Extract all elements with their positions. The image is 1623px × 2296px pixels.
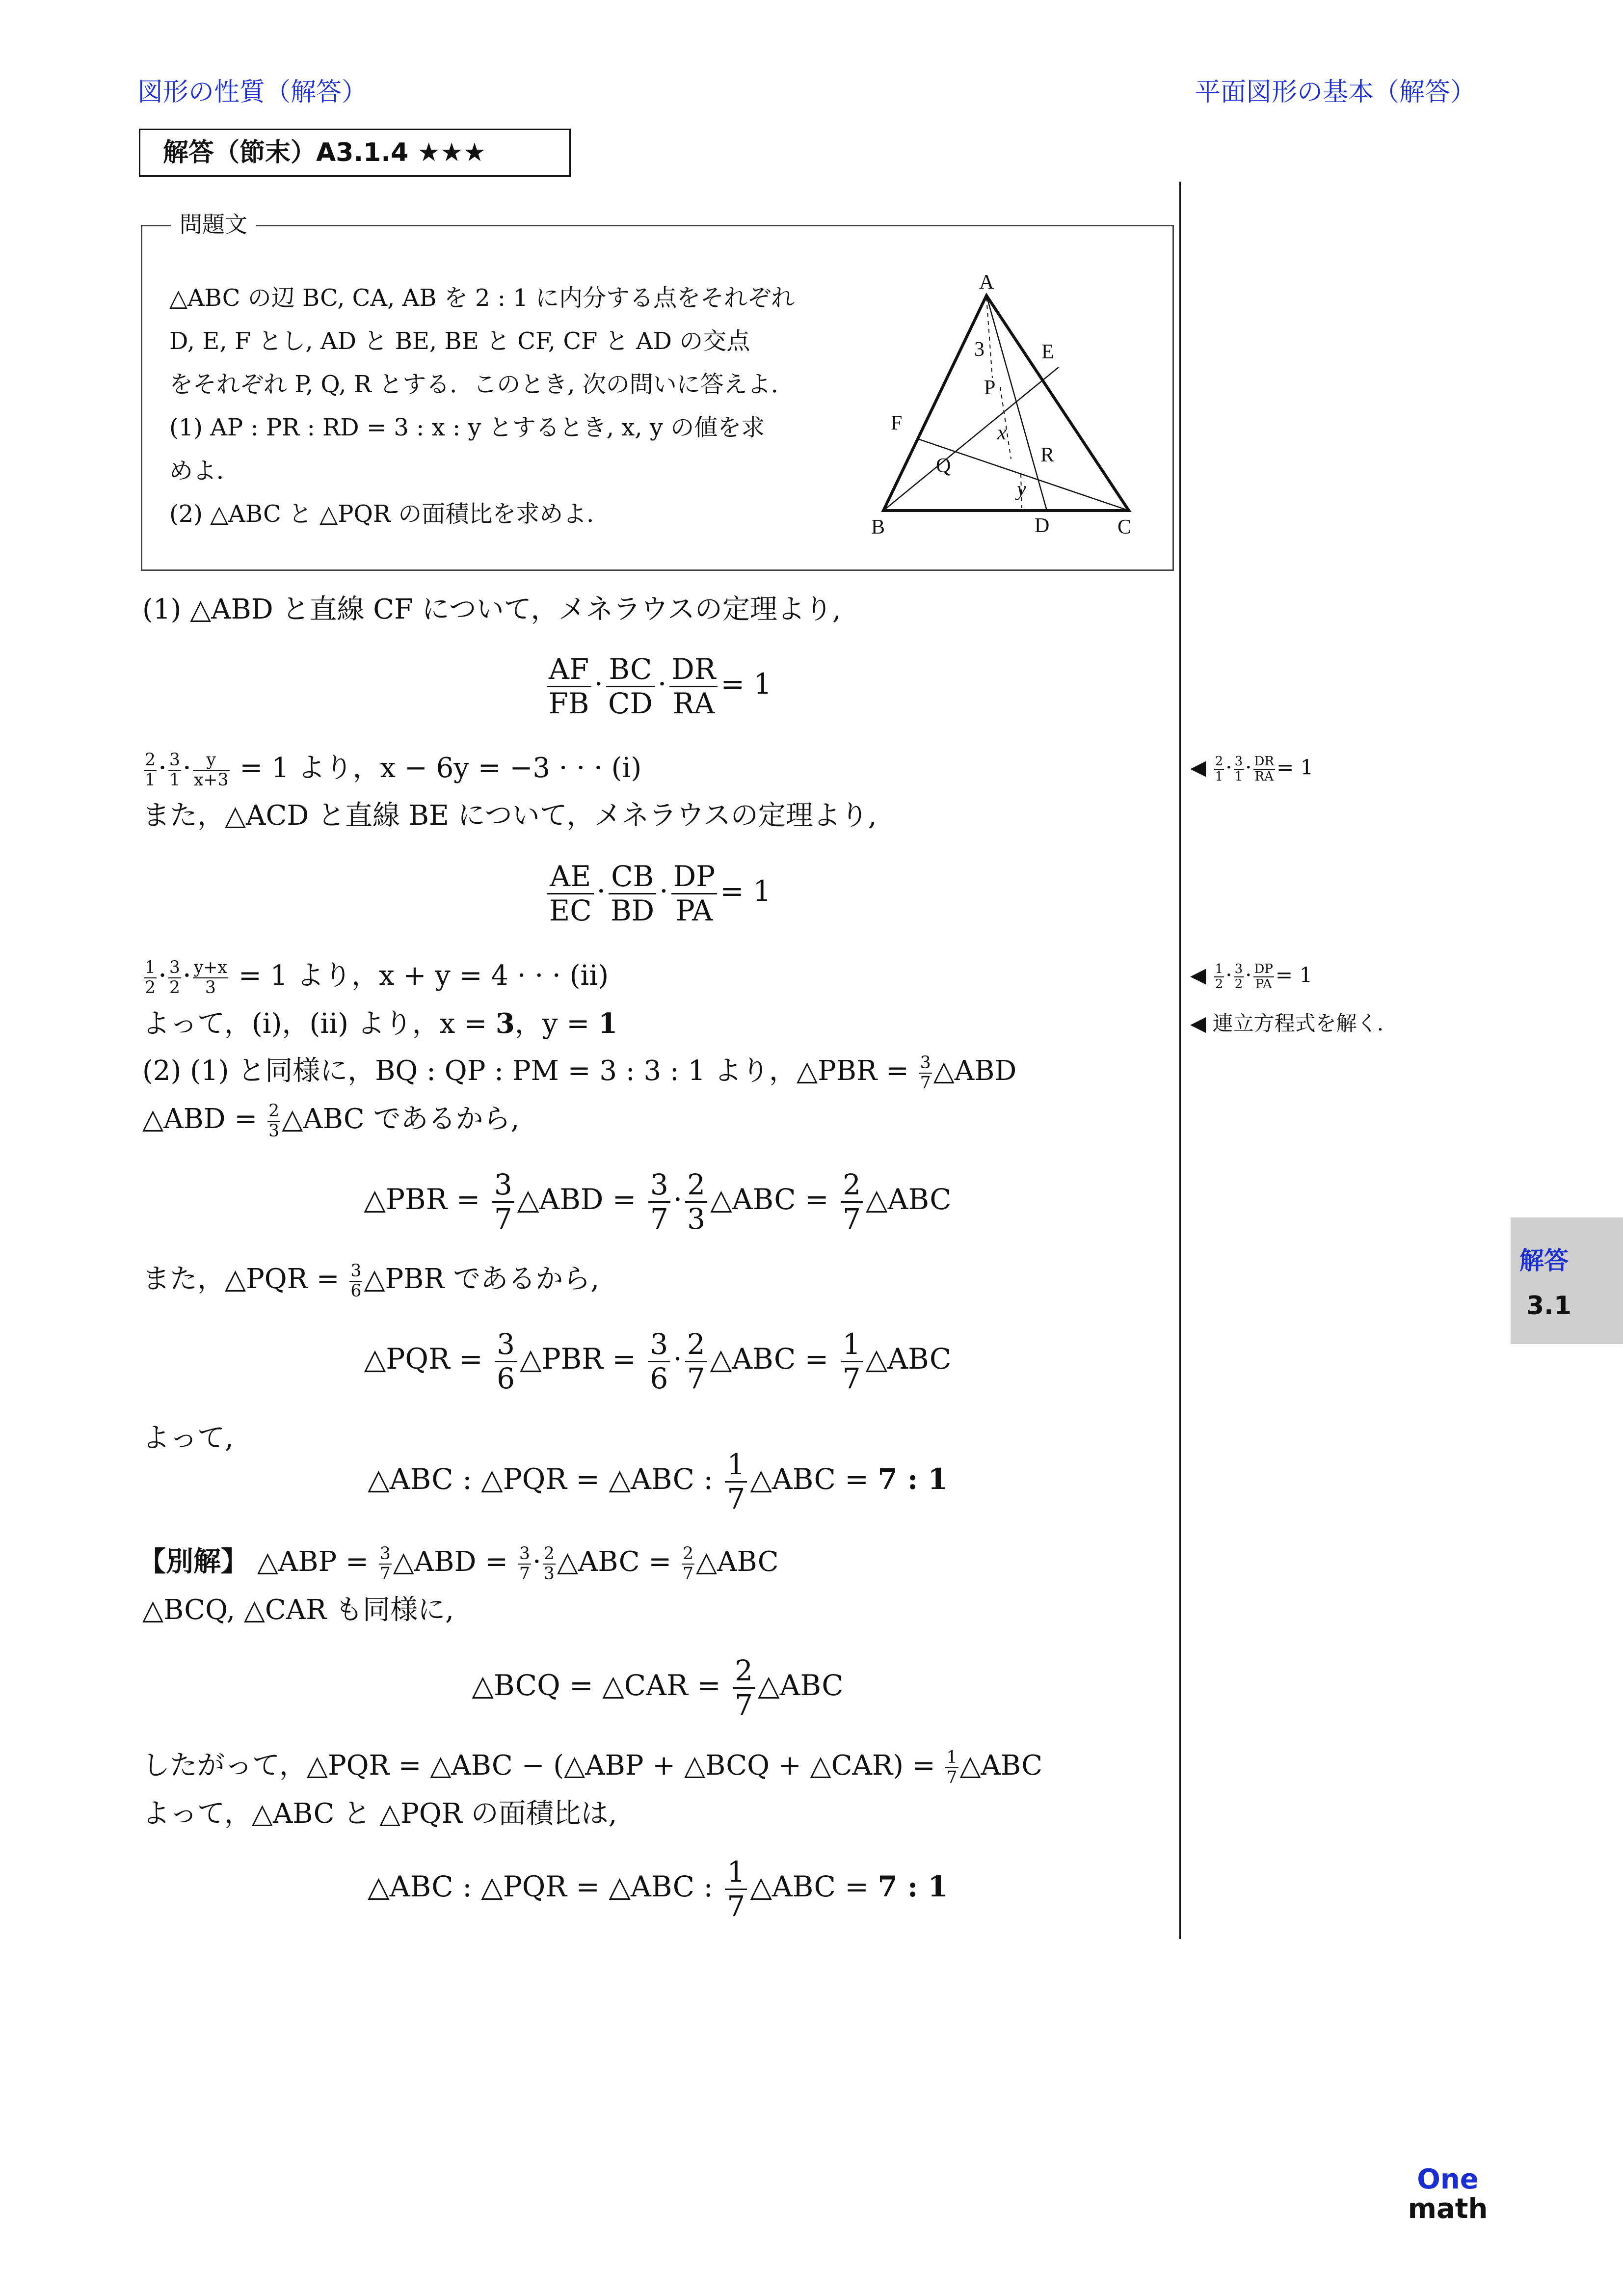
- frac-den: 1: [145, 770, 156, 790]
- frac-num: 2: [682, 1544, 694, 1564]
- frac-num: 3: [1234, 962, 1243, 976]
- label-p: P: [984, 377, 996, 399]
- frac-den: 1: [1234, 769, 1243, 784]
- fraction: [841, 1328, 863, 1395]
- eq-menelaus-2: $\frac{AE}{EC}$ · $\frac{CB}{BD}$ · $\frac{DP}{PA}$ = 1: [142, 860, 1173, 927]
- line-text: = 1 より，x − 6y = −3 · · · (i): [239, 752, 642, 784]
- label-r: R: [1040, 444, 1055, 466]
- eq-text: △PQR =: [364, 1342, 483, 1376]
- label-a: A: [979, 271, 994, 294]
- frac-num: 3: [648, 1168, 670, 1203]
- small-fraction: [193, 751, 230, 789]
- small-fraction: [379, 1544, 392, 1583]
- line-text: △ABD =: [393, 1546, 517, 1578]
- eq-rhs: = 1: [720, 667, 772, 701]
- frac-num: 2: [733, 1654, 755, 1689]
- frac-num: AF: [547, 653, 591, 687]
- line-text: (2) (1) と同様に，BQ : QP : PM = 3 : 3 : 1 より，△PBR =: [142, 1055, 918, 1087]
- sol-line-1: (1) △ABD と直線 CF について，メネラウスの定理より,: [142, 594, 841, 625]
- small-fraction: [349, 1262, 362, 1300]
- sol-line-4: $\frac{1}{2}$ · $\frac{3}{2}$ · $\frac{y+x}{3}$ = 1 より，x + y = 4 · · · (ii): [145, 958, 609, 998]
- line-text: また，△PQR =: [142, 1263, 348, 1295]
- sol-line-8: [142, 1260, 599, 1300]
- frac-den: 7: [842, 1361, 861, 1395]
- frac-den: RA: [672, 686, 715, 720]
- small-fraction: [1214, 755, 1224, 783]
- fraction: [669, 653, 718, 720]
- frac-den: 7: [727, 1482, 745, 1515]
- frac-num: 1: [1215, 962, 1224, 976]
- small-fraction: [1234, 962, 1244, 991]
- frac-den: 3: [687, 1202, 706, 1236]
- eq-text: △ABC =: [710, 1342, 829, 1376]
- problem-line: (2) △ABC と △PQR の面積比を求めよ．: [169, 500, 611, 528]
- frac-num: 2: [1215, 754, 1224, 769]
- problem-line: をそれぞれ P, Q, R とする．このとき, 次の問いに答えよ．: [169, 371, 795, 398]
- frac-den: 3: [205, 977, 216, 998]
- fraction: [495, 1328, 517, 1395]
- eq-text: △ABC : △PQR = △ABC :: [368, 1870, 713, 1904]
- frac-num: 3: [519, 1544, 530, 1564]
- eq-text: △PBR =: [520, 1342, 636, 1376]
- frac-den: 7: [727, 1889, 745, 1923]
- small-fraction: [1253, 755, 1275, 783]
- line-be: [883, 367, 1059, 511]
- frac-den: 3: [543, 1564, 555, 1584]
- line-text: △ABC: [696, 1546, 779, 1578]
- eq-ratio-1: [142, 1448, 1173, 1515]
- sidenote-1: ◀ $\frac{2}{1}$ · $\frac{3}{1}$ · $\frac{DR}{RA}$ = 1: [1190, 754, 1314, 784]
- eq-menelaus-1: $\frac{AF}{FB}$ · $\frac{BC}{CD}$ · $\frac{DR}{RA}$ = 1: [142, 653, 1173, 720]
- problem-legend: 問題文: [171, 210, 256, 239]
- frac-den: 2: [145, 977, 156, 998]
- frac-num: 1: [946, 1748, 958, 1768]
- fraction: [547, 653, 591, 720]
- answer-x: 3: [495, 1007, 515, 1040]
- small-fraction: [144, 958, 157, 997]
- eq-text: △ABC: [758, 1669, 844, 1702]
- dash-3: [986, 297, 992, 378]
- sol-line-11: [142, 1746, 1042, 1787]
- label-e: E: [1041, 341, 1054, 363]
- frac-num: 3: [169, 958, 180, 978]
- line-text: したがって，△PQR = △ABC − (△ABP + △BCQ + △CAR) =: [142, 1750, 944, 1782]
- sol-line-3: また，△ACD と直線 BE について，メネラウスの定理より,: [142, 800, 877, 832]
- small-fraction: [267, 1102, 280, 1140]
- line-text: △ABC: [959, 1750, 1043, 1782]
- eq-text: △ABC: [866, 1183, 952, 1216]
- frac-num: 3: [169, 750, 180, 770]
- small-fraction: [682, 1544, 694, 1583]
- label-x: x: [997, 422, 1007, 444]
- small-fraction: [168, 751, 181, 789]
- eq-ratio-2: [142, 1856, 1173, 1922]
- fraction: [725, 1856, 747, 1922]
- eq-text: △ABC =: [710, 1183, 829, 1216]
- frac-num: 2: [145, 750, 156, 770]
- logo-top: One: [1417, 2163, 1479, 2195]
- sol-line-2: $\frac{2}{1}$ · $\frac{3}{1}$ · $\frac{y}{x+3}$ = 1 より，x − 6y = −3 · · · (i): [145, 750, 642, 790]
- eq-bcq-car: [142, 1654, 1173, 1721]
- small-fraction: [193, 958, 228, 997]
- eq-text: △ABC : △PQR = △ABC :: [368, 1462, 713, 1496]
- frac-den: RA: [1254, 769, 1274, 784]
- eq-text: △ABD =: [517, 1183, 637, 1216]
- frac-den: 2: [1234, 976, 1243, 992]
- problem-line: △ABC の辺 BC, CA, AB を 2 : 1 に内分する点をそれぞれ: [169, 284, 795, 312]
- frac-den: 7: [682, 1564, 694, 1584]
- line-text: = 1 より，x + y = 4 · · · (ii): [238, 960, 609, 992]
- fraction: [492, 1168, 514, 1235]
- line-text: △ABD =: [142, 1103, 266, 1135]
- frac-den: 6: [497, 1361, 515, 1395]
- frac-num: 1: [145, 958, 156, 978]
- frac-den: 1: [1215, 769, 1224, 784]
- small-fraction: [168, 958, 181, 997]
- note-text: 連立方程式を解く．: [1212, 1011, 1398, 1035]
- eq-text: △ABC: [865, 1342, 952, 1376]
- line-text: △ABC =: [557, 1546, 680, 1578]
- header-right: 平面図形の基本（解答）: [1195, 78, 1476, 107]
- fraction: [648, 1328, 670, 1395]
- page-title: 解答（節末）A3.1.4 ★★★: [163, 138, 486, 167]
- frac-num: 1: [725, 1856, 747, 1890]
- fraction: [685, 1328, 707, 1395]
- problem-line: (1) AP : PR : RD = 3 : x : y とするとき, x, y の値を求: [169, 414, 765, 441]
- problem-line: めよ．: [169, 457, 240, 485]
- frac-den: CD: [608, 686, 653, 720]
- frac-den: 7: [735, 1688, 753, 1722]
- line-text: △ABD: [933, 1055, 1017, 1087]
- triangle-pointer-icon: ◀: [1190, 755, 1206, 780]
- note-text: = 1: [1275, 963, 1313, 987]
- chapter-tab-number: 3.1: [1526, 1291, 1572, 1321]
- small-fraction: [1234, 755, 1244, 783]
- small-fraction: [144, 751, 157, 789]
- eq-pqr: △PQR = $\frac{3}{6}$ △PBR = $\frac{3}{6}$ · $\frac{2}{7}$ △ABC = $\frac{1}{7}$ △ABC: [364, 1327, 952, 1395]
- frac-den: 3: [268, 1121, 280, 1141]
- frac-num: 2: [841, 1168, 863, 1203]
- frac-num: y: [193, 751, 230, 770]
- frac-den: 7: [494, 1202, 512, 1236]
- fraction: [725, 1448, 747, 1515]
- frac-den: EC: [549, 893, 592, 927]
- margin-rule: [1179, 182, 1181, 1939]
- problem-text: [169, 276, 795, 536]
- frac-den: PA: [1255, 976, 1272, 992]
- label-c: C: [1117, 516, 1132, 539]
- frac-num: 3: [920, 1053, 931, 1073]
- sol-line-7: [142, 1100, 519, 1140]
- triangle-figure: [864, 265, 1158, 550]
- eq-rhs: = 1: [720, 874, 772, 908]
- frac-num: 1: [725, 1448, 747, 1483]
- frac-num: 3: [495, 1328, 517, 1362]
- frac-num: DR: [1254, 754, 1274, 769]
- label-3: 3: [974, 338, 984, 361]
- fraction: [671, 860, 718, 927]
- answer-ratio: 7 : 1: [878, 1462, 948, 1496]
- frac-num: CB: [609, 860, 656, 894]
- small-fraction: [518, 1544, 531, 1583]
- small-fraction: [919, 1053, 932, 1092]
- fraction: [606, 653, 655, 720]
- header-left: 図形の性質（解答）: [137, 78, 368, 107]
- fraction: [841, 1168, 863, 1235]
- frac-num: 3: [350, 1261, 362, 1281]
- label-f: F: [891, 412, 903, 434]
- label-y: y: [1017, 478, 1026, 501]
- frac-num: 2: [685, 1328, 707, 1362]
- line-text: △PBR であるから,: [364, 1263, 600, 1295]
- logo-bottom: math: [1408, 2193, 1488, 2225]
- frac-den: 6: [350, 1281, 362, 1301]
- onemath-logo: [1406, 2165, 1490, 2224]
- sidenote-3: [1190, 1007, 1398, 1037]
- chapter-tab-label: 解答: [1519, 1246, 1569, 1275]
- frac-den: 2: [169, 977, 180, 998]
- note-text: = 1: [1277, 755, 1314, 780]
- frac-den: 1: [169, 770, 180, 790]
- frac-den: 7: [920, 1073, 931, 1093]
- line-text: △ABC であるから,: [282, 1103, 520, 1135]
- frac-num: 2: [543, 1544, 555, 1564]
- frac-den: 7: [946, 1767, 958, 1787]
- triangle-pointer-icon: ◀: [1190, 1011, 1206, 1035]
- frac-den: 7: [843, 1202, 861, 1236]
- frac-den: 6: [650, 1361, 668, 1395]
- answer-y: 1: [598, 1007, 618, 1040]
- frac-num: 3: [1234, 754, 1243, 769]
- frac-den: 7: [687, 1361, 705, 1395]
- triangle-abc: [883, 296, 1129, 511]
- label-d: D: [1035, 514, 1050, 537]
- frac-num: 3: [492, 1168, 514, 1203]
- problem-line: D, E, F とし, AD と BE, BE と CF, CF と AD の交点: [169, 327, 750, 355]
- sol-line-5: [142, 1004, 617, 1044]
- small-fraction: [1214, 962, 1224, 991]
- sidenote-2: ◀ $\frac{1}{2}$ · $\frac{3}{2}$ · $\frac{DP}{PA}$ = 1: [1190, 962, 1313, 992]
- alt-label: 【別解】: [138, 1546, 248, 1578]
- line-text: ，y =: [514, 1008, 599, 1040]
- eq-text: △PBR =: [364, 1183, 480, 1216]
- fraction: [547, 860, 594, 927]
- fraction: [648, 1168, 670, 1235]
- frac-den: 7: [650, 1202, 668, 1236]
- sol-line-10: △BCQ, △CAR も同様に,: [142, 1594, 454, 1626]
- small-fraction: [543, 1544, 556, 1583]
- eq-text: △ABC =: [750, 1870, 869, 1904]
- line-text: △ABP =: [257, 1546, 377, 1578]
- eq-pbr: △PBR = $\frac{3}{7}$ △ABD = $\frac{3}{7}$ · $\frac{2}{3}$ △ABC = $\frac{2}{7}$ △ABC: [364, 1168, 952, 1236]
- frac-num: DP: [671, 860, 718, 894]
- eq-text: △BCQ = △CAR =: [472, 1669, 721, 1702]
- small-fraction: [1253, 962, 1274, 991]
- label-b: B: [871, 516, 885, 539]
- frac-num: y+x: [193, 958, 228, 978]
- frac-num: 1: [841, 1328, 863, 1362]
- frac-den: 7: [379, 1564, 391, 1584]
- frac-den: BD: [611, 893, 655, 927]
- frac-num: BC: [606, 653, 655, 687]
- triangle-pointer-icon: ◀: [1190, 963, 1206, 987]
- label-q: Q: [936, 455, 951, 477]
- fraction: [685, 1168, 707, 1235]
- frac-den: FB: [548, 686, 589, 720]
- frac-den: 2: [1215, 976, 1224, 992]
- frac-den: x+3: [193, 770, 229, 790]
- frac-num: 2: [685, 1168, 707, 1203]
- fraction: [609, 860, 656, 927]
- frac-num: DP: [1254, 962, 1273, 976]
- small-fraction: [945, 1748, 958, 1786]
- answer-ratio: 7 : 1: [878, 1870, 948, 1904]
- fraction: [733, 1654, 755, 1721]
- frac-num: 3: [648, 1328, 670, 1362]
- eq-text: △ABC =: [750, 1462, 869, 1496]
- frac-den: PA: [675, 893, 713, 927]
- sol-line-9: よって,: [142, 1422, 234, 1454]
- frac-num: 2: [268, 1101, 280, 1121]
- chapter-tab: [1511, 1217, 1623, 1344]
- alt-solution-line: 【別解】 △ABP = $\frac{3}{7}$ △ABD = $\frac{3}{7}$ · $\frac{2}{3}$ △ABC = $\frac{2}{7}$ △ABC: [138, 1544, 779, 1584]
- frac-den: 7: [519, 1564, 530, 1584]
- sol-line-12: よって，△ABC と △PQR の面積比は,: [142, 1798, 617, 1830]
- frac-num: DR: [669, 653, 718, 687]
- frac-num: AE: [547, 860, 594, 894]
- sol-line-6: [142, 1052, 1016, 1092]
- title-box: [139, 129, 571, 177]
- frac-num: 3: [379, 1544, 391, 1564]
- line-text: よって，(i)，(ii) より，x =: [142, 1008, 496, 1040]
